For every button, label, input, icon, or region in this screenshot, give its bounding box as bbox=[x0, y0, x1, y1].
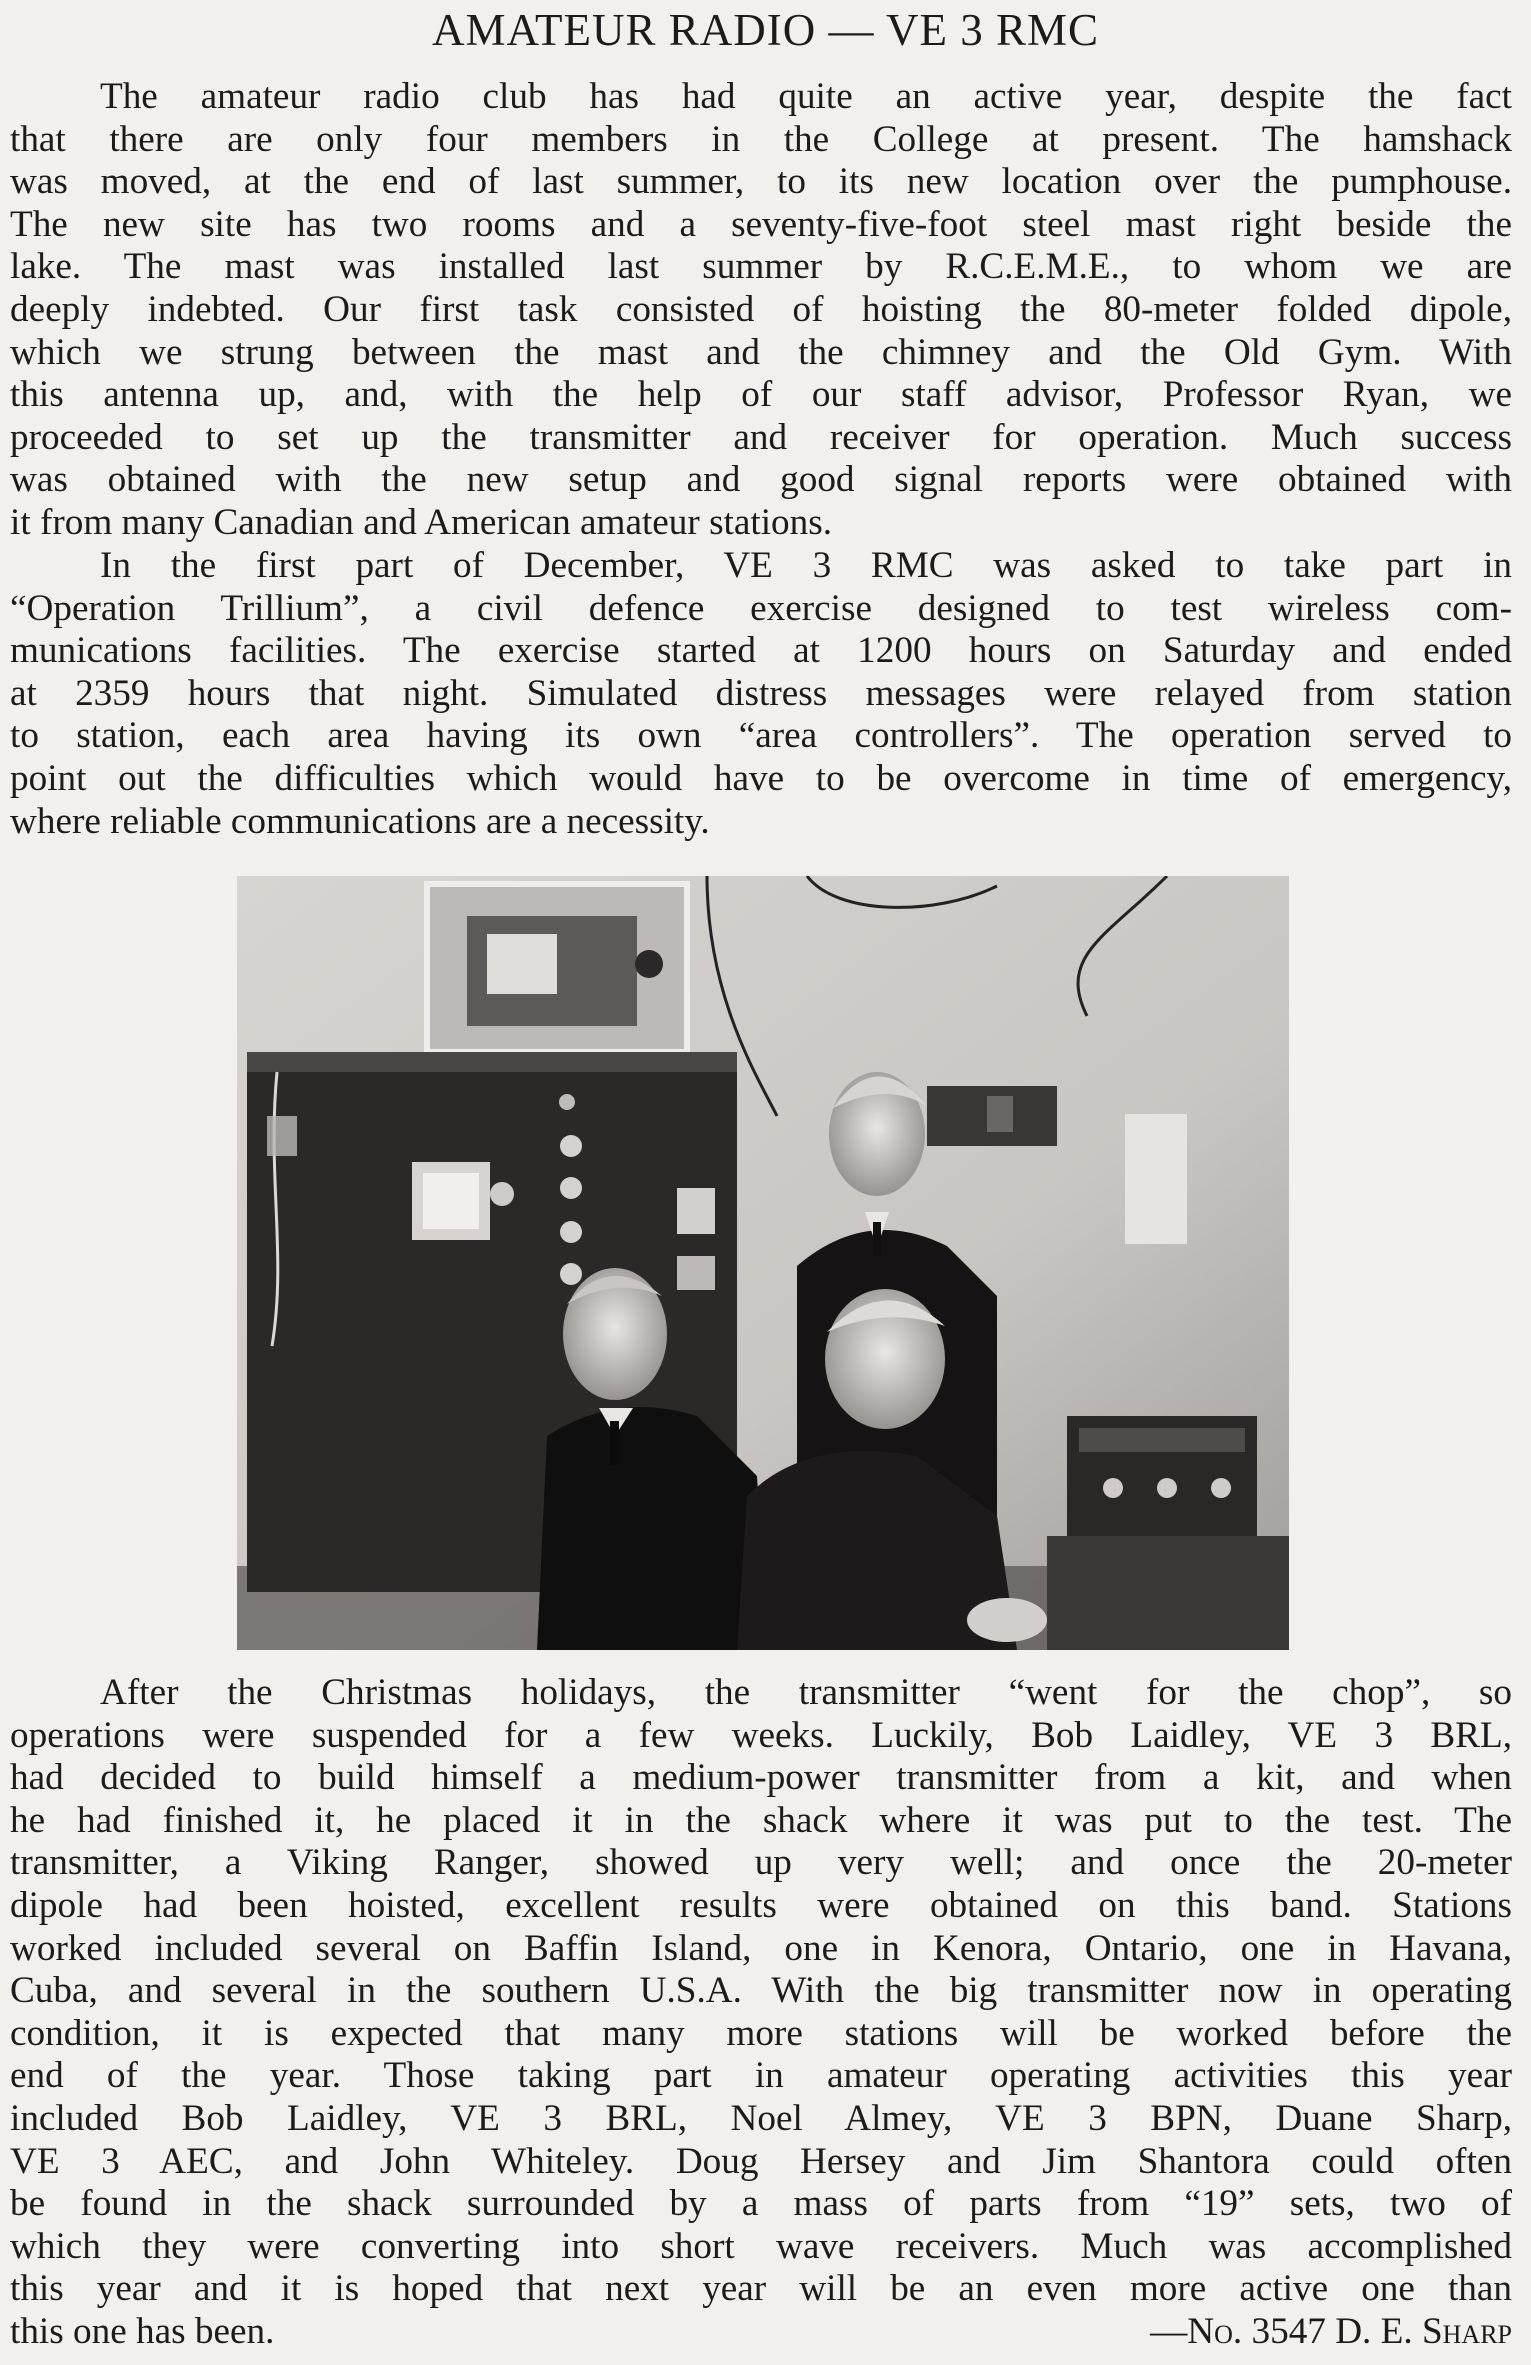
text-line: munications facilities. The exercise started at 1200 hours on Saturday and ended bbox=[10, 630, 1512, 672]
text-line: point out the difficulties which would have to be overcome in time of emergency, bbox=[10, 757, 1512, 799]
text-line: this antenna up, and, with the help of our staff advisor, Professor Ryan, we bbox=[10, 374, 1512, 416]
text-line: dipole had been hoisted, excellent results were obtained on this band. Stations bbox=[10, 1884, 1512, 1926]
text-line: VE 3 AEC, and John Whiteley. Doug Hersey and Jim Shantora could often bbox=[10, 2140, 1512, 2182]
text-line: end of the year. Those taking part in amateur operating activities this year bbox=[10, 2055, 1512, 2097]
text-line: transmitter, a Viking Ranger, showed up very well; and once the 20-meter bbox=[10, 1842, 1512, 1884]
text-line: to station, each area having its own “area controllers”. The operation served to bbox=[10, 715, 1512, 757]
closing-line bbox=[10, 2311, 1512, 2354]
text-line: be found in the shack surrounded by a mass of parts from “19” sets, two of bbox=[10, 2183, 1512, 2225]
text-line: proceeded to set up the transmitter and receiver for operation. Much success bbox=[10, 416, 1512, 458]
text-line: “Operation Trillium”, a civil defence exercise designed to test wireless com- bbox=[10, 587, 1512, 629]
text-line: In the first part of December, VE 3 RMC was asked to take part in bbox=[100, 545, 1512, 586]
text-line: lake. The mast was installed last summer by R.C.E.M.E., to whom we are bbox=[10, 246, 1512, 288]
text-line: which we strung between the mast and the chimney and the Old Gym. With bbox=[10, 331, 1512, 373]
text-line: included Bob Laidley, VE 3 BRL, Noel Almey, VE 3 BPN, Duane Sharp, bbox=[10, 2097, 1512, 2139]
text-line: was obtained with the new setup and good signal reports were obtained with bbox=[10, 459, 1512, 501]
text-line: worked included several on Baffin Island, one in Kenora, Ontario, one in Havana, bbox=[10, 1927, 1512, 1969]
last-text-line: this one has been. bbox=[10, 2310, 275, 2352]
text-line: Cuba, and several in the southern U.S.A. With the big transmitter now in operating bbox=[10, 1970, 1512, 2012]
receiver-shape bbox=[1047, 1416, 1289, 1650]
text-line: The amateur radio club has had quite an active year, despite the fact bbox=[100, 76, 1512, 117]
text-line: condition, it is expected that many more stations will be worked before the bbox=[10, 2012, 1512, 2054]
text-line: deeply indebted. Our first task consisted of hoisting the 80-meter folded dipole, bbox=[10, 288, 1512, 330]
text-line: had decided to build himself a medium-power transmitter from a kit, and when bbox=[10, 1757, 1512, 1799]
text-line: was moved, at the end of last summer, to its new location over the pumphouse. bbox=[10, 161, 1512, 203]
text-line: he had finished it, he placed it in the shack where it was put to the test. The bbox=[10, 1799, 1512, 1841]
text-line: After the Christmas holidays, the transmitter “went for the chop”, so bbox=[100, 1672, 1512, 1713]
article-title: AMATEUR RADIO — VE 3 RMC bbox=[432, 5, 1099, 55]
text-line: The new site has two rooms and a seventy-five-foot steel mast right beside the bbox=[10, 203, 1512, 245]
text-line: which they were converting into short wave receivers. Much was accomplished bbox=[10, 2225, 1512, 2267]
paragraph-operation-trillium bbox=[10, 545, 1512, 843]
text-line: where reliable communications are a necessity. bbox=[10, 800, 710, 842]
club-members-photo bbox=[237, 876, 1289, 1650]
text-line: that there are only four members in the College at present. The hamshack bbox=[10, 118, 1512, 160]
author-signature: —No. 3547 D. E. Sharp bbox=[1150, 2310, 1512, 2352]
text-line: it from many Canadian and American amateur stations. bbox=[10, 501, 833, 543]
text-line: operations were suspended for a few weeks. Luckily, Bob Laidley, VE 3 BRL, bbox=[10, 1714, 1512, 1756]
glass-case-shape bbox=[427, 884, 687, 1052]
text-line: at 2359 hours that night. Simulated distress messages were relayed from station bbox=[10, 672, 1512, 714]
text-line: this year and it is hoped that next year will be an even more active one than bbox=[10, 2268, 1512, 2310]
paragraph-intro bbox=[10, 76, 1512, 545]
paragraph-after-christmas bbox=[10, 1672, 1512, 2354]
